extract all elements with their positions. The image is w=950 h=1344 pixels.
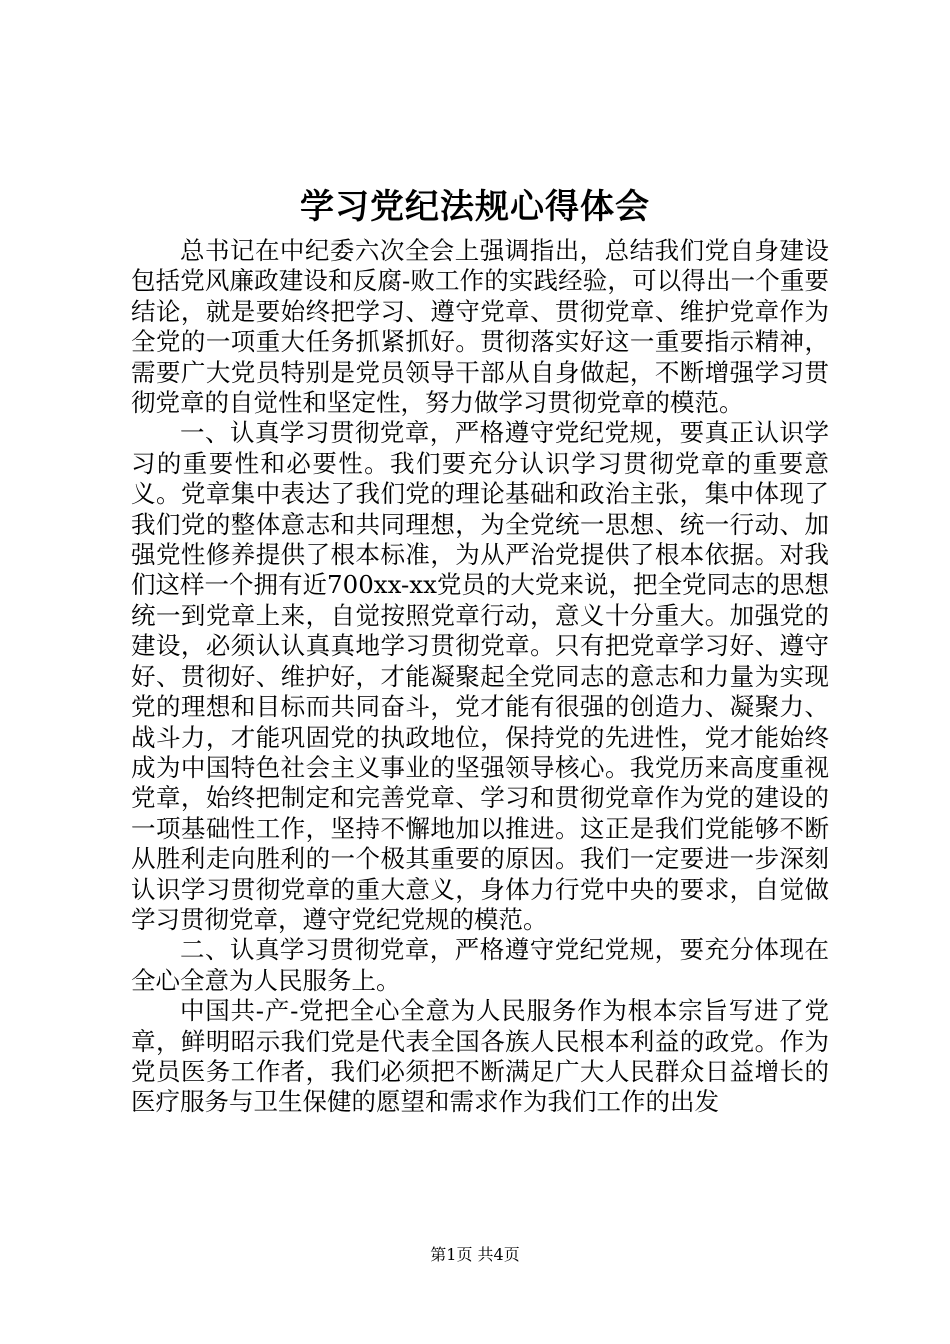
page-number-footer: 第1页 共4页 (430, 1245, 520, 1264)
paragraph-section-one: 一、认真学习贯彻党章，严格遵守党纪党规，要真正认识学习的重要性和必要性。我们要充分认识学习贯彻党章的重要意义。党章集中表达了我们党的理论基础和政治主张，集中体现了我们党的整体意志和共同理想，为全党统一思想、统一行动、加强党性修养提供了根本标准，为从严治党提供了根本依据。对我们这样一个拥有近700xx-xx党员的大党来说，把全党同志的思想统一到党章上来，自觉按照党章行动，意义十分重大。加强党的建设，必须认认真真地学习贯彻党章。只有把党章学习好、遵守好、贯彻好、维护好，才能凝聚起全党同志的意志和力量为实现党的理想和目标而共同奋斗，党才能有很强的创造力、凝聚力、战斗力，才能巩固党的执政地位，保持党的先进性，党才能始终成为中国特色社会主义事业的坚强领导核心。我党历来高度重视党章，始终把制定和完善党章、学习和贯彻党章作为党的建设的一项基础性工作，坚持不懈地加以推进。这正是我们党能够不断从胜利走向胜利的一个极其重要的原因。我们一定要进一步深刻认识学习贯彻党章的重大意义，身体力行党中央的要求，自觉做学习贯彻党章，遵守党纪党规的模范。 (131, 418, 829, 934)
paragraph-section-two-heading: 二、认真学习贯彻党章，严格遵守党纪党规，要充分体现在全心全意为人民服务上。 (131, 935, 829, 995)
paragraph-intro: 总书记在中纪委六次全会上强调指出，总结我们党自身建设包括党风廉政建设和反腐-败工作的实践经验，可以得出一个重要结论，就是要始终把学习、遵守党章、贯彻党章、维护党章作为全党的一项重大任务抓紧抓好。贯彻落实好这一重要指示精神，需要广大党员特别是党员领导干部从自身做起，不断增强学习贯彻党章的自觉性和坚定性，努力做学习贯彻党章的模范。 (131, 236, 829, 418)
paragraph-section-two-body: 中国共-产-党把全心全意为人民服务作为根本宗旨写进了党章，鲜明昭示我们党是代表全国各族人民根本利益的政党。作为党员医务工作者，我们必须把不断满足广大人民群众日益增长的医疗服务与卫生保健的愿望和需求作为我们工作的出发 (131, 996, 829, 1117)
document-body (131, 236, 829, 1118)
document-title: 学习党纪法规心得体会 (300, 187, 650, 227)
